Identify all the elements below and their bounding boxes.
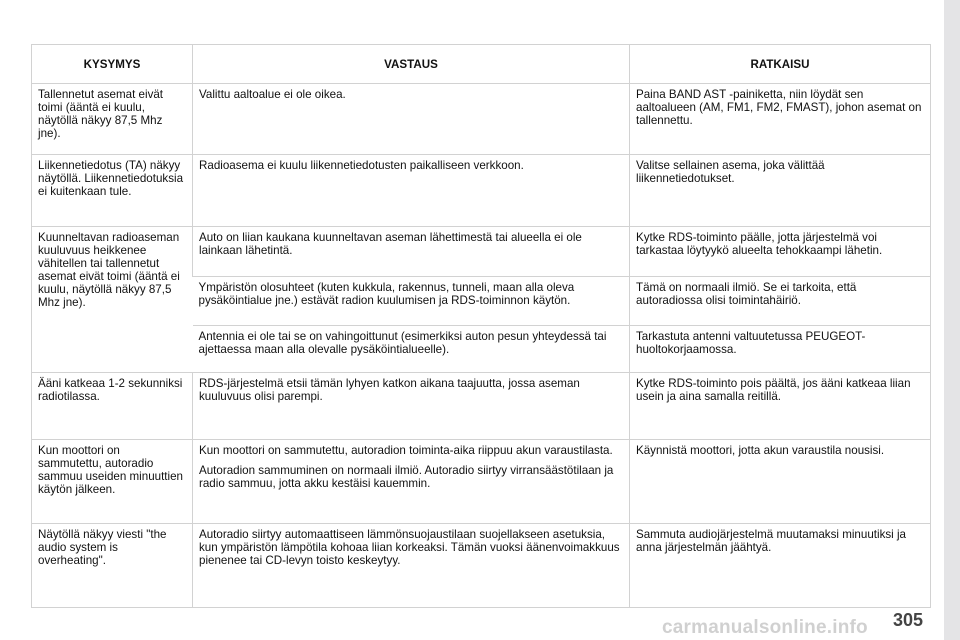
solution-cell: Paina BAND AST -painiketta, niin löydät sen aaltoalueen (AM, FM1, FM2, FMAST), johon asemat on tallennettu. [630,84,931,155]
answer-cell [193,373,630,440]
answer-text: Ympäristön olosuhteet (kuten kukkula, rakennus, tunneli, maan alla oleva pysäköintialue jne.) estävät radion kuulumisen ja RDS-toiminnon käytön. [198,281,575,307]
troubleshooting-table [31,44,931,608]
solution-cell: Käynnistä moottori, jotta akun varaustila nousisi. [630,440,931,524]
watermark: carmanualsonline.info [662,617,868,638]
question-cell: Ääni katkeaa 1-2 sekunniksi radiotilassa. [32,373,193,440]
solution-cell: Kytke RDS-toiminto pois päältä, jos ääni katkeaa liian usein ja aina samalla reitillä. [630,373,931,440]
solution-cell: Valitse sellainen asema, joka välittää liikennetiedotukset. [630,155,931,227]
answer-cell [193,524,630,608]
answer-text: Autoradion sammuminen on normaali ilmiö. Autoradio siirtyy virransäästötilaan ja radio sammuu, jotta akku kestäisi kauemmin. [199,464,614,490]
answer-text: RDS-järjestelmä etsii tämän lyhyen katkon aikana taajuutta, jossa aseman kuuluvuus olisi parempi. [199,377,580,403]
page-number: 305 [893,610,924,630]
header-answer: VASTAUS [193,45,630,84]
table-row [32,227,931,277]
header-question: KYSYMYS [32,45,193,84]
page-edge-band [944,0,960,640]
answer-text: Antennia ei ole tai se on vahingoittunut (esimerkiksi auton pesun yhteydessä tai ajettaessa maan alla olevalle pysäköintialueelle). [198,330,607,356]
answer-cell [193,84,630,155]
question-cell: Kun moottori on sammutettu, autoradio sammuu useiden minuuttien käytön jälkeen. [32,440,193,524]
solution-cell: Tarkastuta antenni valtuutetussa PEUGEOT-huoltokorjaamossa. [630,326,931,373]
answer-cell [193,326,630,373]
header-solution: RATKAISU [630,45,931,84]
answer-cell [193,155,630,227]
solution-cell: Tämä on normaali ilmiö. Se ei tarkoita, että autoradiossa olisi toimintahäiriö. [630,277,931,326]
answer-text: Radioasema ei kuulu liikennetiedotusten paikalliseen verkkoon. [199,159,524,172]
answer-cell [193,227,630,277]
answer-cell [193,277,630,326]
question-cell: Liikennetiedotus (TA) näkyy näytöllä. Liikennetiedotuksia ei kuitenkaan tule. [32,155,193,227]
question-cell: Tallennetut asemat eivät toimi (ääntä ei kuulu, näytöllä näkyy 87,5 Mhz jne). [38,88,164,140]
answer-cell [193,440,630,524]
answer-text: Valittu aaltoalue ei ole oikea. [199,88,346,101]
answer-text: Auto on liian kaukana kuunneltavan aseman lähettimestä tai alueella ei ole lainkaan lähetintä. [199,231,582,257]
table-row [32,373,931,440]
question-cell: Näytöllä näkyy viesti "the audio system is overheating". [32,524,193,608]
solution-cell: Sammuta audiojärjestelmä muutamaksi minuutiksi ja anna järjestelmän jäähtyä. [630,524,931,608]
answer-text: Kun moottori on sammutettu, autoradion toiminta-aika riippuu akun varaustilasta. [199,444,613,457]
solution-cell: Kytke RDS-toiminto päälle, jotta järjestelmä voi tarkastaa löytyykö alueelta tehokkaampi lähetin. [630,227,931,277]
table-header-row [32,45,931,84]
question-cell: Kuunneltavan radioaseman kuuluvuus heikkenee vähitellen tai tallennetut asemat eivät toimi (ääntä ei kuulu, näytöllä näkyy 87,5 Mhz jne). [32,227,193,373]
table-row [32,440,931,524]
table-row [32,84,931,155]
table-row [32,524,931,608]
answer-text: Autoradio siirtyy automaattiseen lämmönsuojaustilaan suojellakseen asetuksia, kun ympäristön lämpötila kohoaa liian korkeaksi. Tämän vuoksi äänenvoimakkuus pienenee tai CD-levyn toisto keskeytyy. [199,528,620,567]
table-row [32,155,931,227]
